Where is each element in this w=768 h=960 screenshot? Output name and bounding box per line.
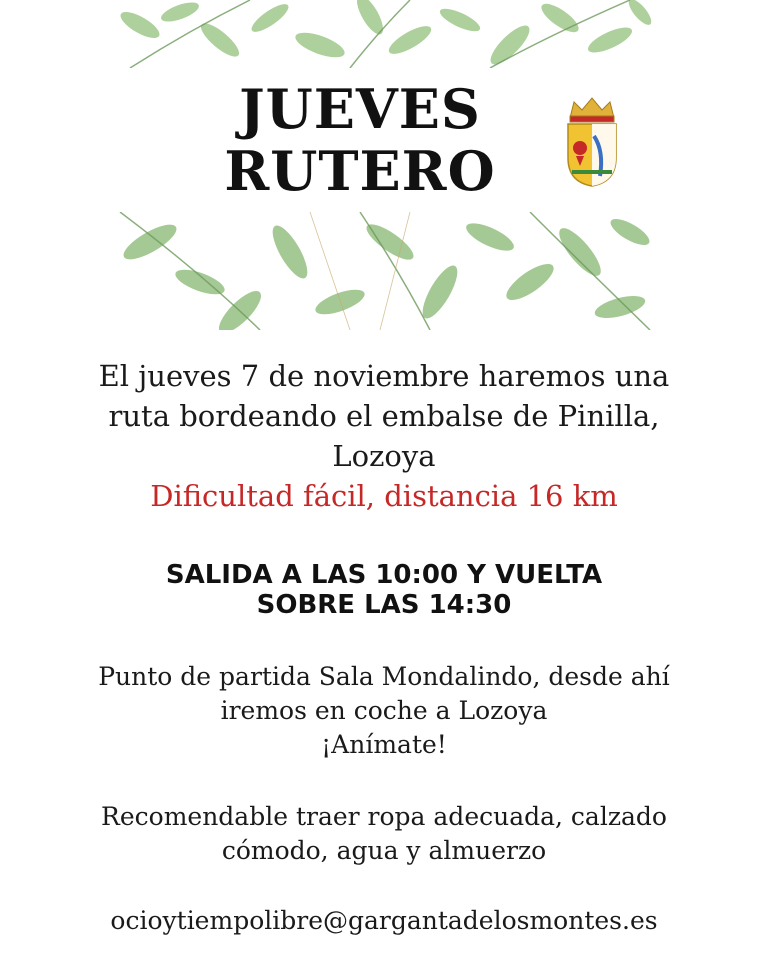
intro-line: Lozoya	[332, 439, 436, 473]
meeting-line: Punto de partida Sala Mondalindo, desde ahí	[98, 662, 670, 691]
leaves-top-decoration	[110, 0, 658, 68]
intro-line: El jueves 7 de noviembre haremos una	[98, 359, 670, 393]
meeting-point-paragraph	[30, 660, 738, 762]
meeting-line: iremos en coche a Lozoya	[220, 696, 548, 725]
advice-line: Recomendable traer ropa adecuada, calzado	[101, 802, 667, 831]
title-line-1: JUEVES	[239, 77, 481, 141]
schedule-line: SOBRE LAS 14:30	[256, 590, 512, 620]
contact-email[interactable]: ocioytiempolibre@gargantadelosmontes.es	[110, 906, 658, 935]
advice-line: cómodo, agua y almuerzo	[221, 836, 547, 865]
advice-paragraph	[30, 800, 738, 868]
leaves-bottom-decoration	[110, 212, 658, 330]
cheer-text: ¡Anímate!	[321, 730, 447, 759]
title-line-2: RUTERO	[224, 139, 496, 203]
poster-title	[160, 78, 560, 202]
schedule-text	[30, 560, 738, 620]
intro-paragraph	[30, 356, 738, 516]
intro-line: ruta bordeando el embalse de Pinilla,	[108, 399, 660, 433]
coat-of-arms-icon	[564, 96, 620, 188]
difficulty-text: Dificultad fácil, distancia 16 km	[150, 479, 618, 513]
schedule-line: SALIDA A LAS 10:00 Y VUELTA	[165, 560, 603, 590]
